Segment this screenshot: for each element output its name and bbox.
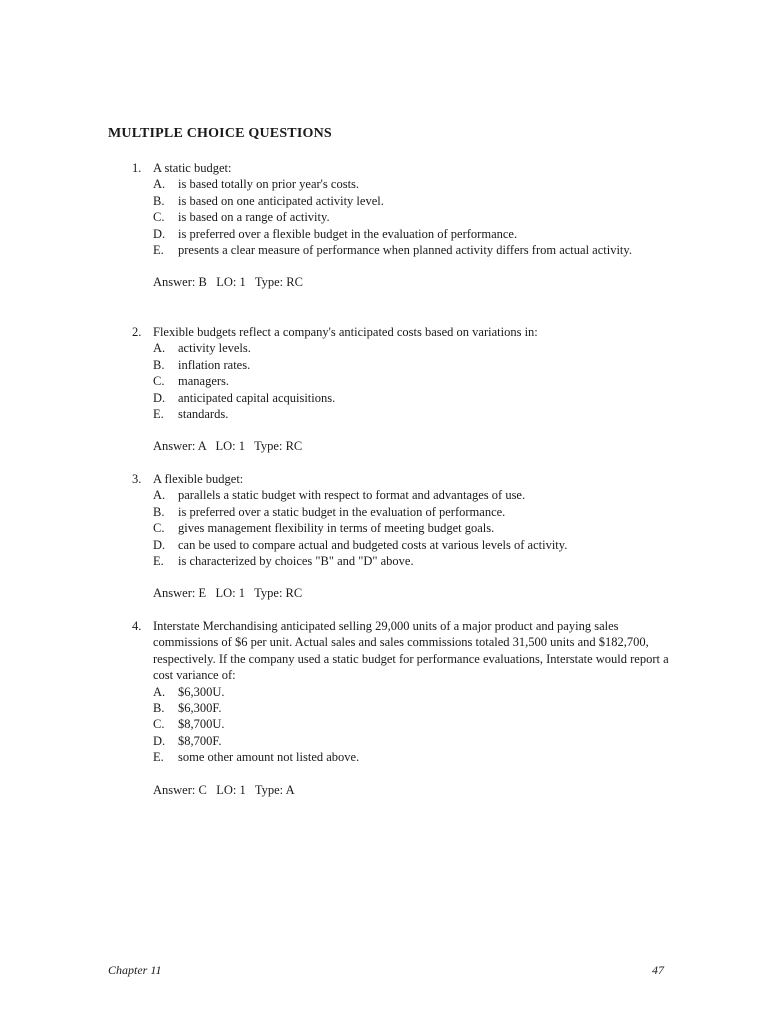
option-text: some other amount not listed above. xyxy=(178,750,360,765)
option-letter: E. xyxy=(153,243,164,258)
option-letter: D. xyxy=(153,537,166,552)
option-c xyxy=(132,209,692,225)
question-4 xyxy=(132,618,692,798)
answer-key: Answer: A LO: 1 Type: RC xyxy=(153,439,303,454)
option-letter: E. xyxy=(153,554,164,569)
option-text: is preferred over a static budget in the evaluation of performance. xyxy=(178,504,506,519)
option-letter: E. xyxy=(153,750,164,765)
question-stem xyxy=(132,160,692,176)
page-title: MULTIPLE CHOICE QUESTIONS xyxy=(108,126,332,141)
option-b xyxy=(132,357,692,373)
option-text: is based on one anticipated activity level. xyxy=(178,193,384,208)
option-text: anticipated capital acquisitions. xyxy=(178,390,336,405)
option-d xyxy=(132,733,692,749)
question-3 xyxy=(132,471,692,602)
option-letter: C. xyxy=(153,521,165,536)
question-number: 4. xyxy=(132,619,142,633)
option-text: $6,300F. xyxy=(178,701,222,716)
question-2 xyxy=(132,324,692,455)
option-text: is based totally on prior year's costs. xyxy=(178,177,360,192)
option-letter: D. xyxy=(153,226,166,241)
option-text: presents a clear measure of performance when planned activity differs from actual activity. xyxy=(178,243,632,258)
option-text: $6,300U. xyxy=(178,684,225,699)
option-text: can be used to compare actual and budgeted costs at various levels of activity. xyxy=(178,537,568,552)
option-e xyxy=(132,749,692,765)
question-stem xyxy=(132,618,692,684)
option-d xyxy=(132,390,692,406)
question-1 xyxy=(132,160,692,291)
question-number: 3. xyxy=(132,472,142,486)
option-c xyxy=(132,520,692,536)
option-letter: B. xyxy=(153,504,165,519)
option-b xyxy=(132,193,692,209)
option-text: managers. xyxy=(178,374,230,389)
option-text: activity levels. xyxy=(178,341,251,356)
option-text: is characterized by choices "B" and "D" above. xyxy=(178,554,414,569)
option-e xyxy=(132,242,692,258)
option-b xyxy=(132,700,692,716)
option-letter: A. xyxy=(153,341,166,356)
option-d xyxy=(132,226,692,242)
option-letter: B. xyxy=(153,701,165,716)
option-a xyxy=(132,487,692,503)
answer-key: Answer: E LO: 1 Type: RC xyxy=(153,586,303,601)
option-a xyxy=(132,684,692,700)
question-number: 2. xyxy=(132,325,142,339)
option-b xyxy=(132,504,692,520)
answer-key: Answer: C LO: 1 Type: A xyxy=(153,782,295,797)
option-e xyxy=(132,406,692,422)
option-text: $8,700F. xyxy=(178,733,222,748)
option-text: standards. xyxy=(178,407,229,422)
question-number: 1. xyxy=(132,161,142,175)
option-letter: A. xyxy=(153,684,166,699)
option-letter: C. xyxy=(153,210,165,225)
option-text: is based on a range of activity. xyxy=(178,210,330,225)
footer-chapter: Chapter 11 xyxy=(108,963,162,977)
option-letter: B. xyxy=(153,193,165,208)
question-text: Flexible budgets reflect a company's anticipated costs based on variations in: xyxy=(153,325,538,339)
option-letter: C. xyxy=(153,374,165,389)
footer-page-number: 47 xyxy=(652,963,664,977)
option-letter: D. xyxy=(153,733,166,748)
option-letter: D. xyxy=(153,390,166,405)
option-letter: C. xyxy=(153,717,165,732)
option-c xyxy=(132,373,692,389)
question-stem xyxy=(132,324,692,340)
question-text: A static budget: xyxy=(153,161,232,175)
option-letter: E. xyxy=(153,407,164,422)
option-text: gives management flexibility in terms of meeting budget goals. xyxy=(178,521,495,536)
option-c xyxy=(132,716,692,732)
option-e xyxy=(132,553,692,569)
option-letter: A. xyxy=(153,177,166,192)
option-letter: A. xyxy=(153,488,166,503)
option-text: inflation rates. xyxy=(178,357,251,372)
option-d xyxy=(132,537,692,553)
answer-key: Answer: B LO: 1 Type: RC xyxy=(153,275,303,290)
option-letter: B. xyxy=(153,357,165,372)
option-text: $8,700U. xyxy=(178,717,225,732)
option-text: is preferred over a flexible budget in the evaluation of performance. xyxy=(178,226,518,241)
option-a xyxy=(132,176,692,192)
question-text: Interstate Merchandising anticipated selling 29,000 units of a major product and paying sales commissions of $6 per unit. Actual sales and sales commissions totaled 31,500 units and $182,700, respectively. If the company used a static budget for performance evaluations, Interstate would report a cost variance of: xyxy=(153,619,669,683)
option-text: parallels a static budget with respect to format and advantages of use. xyxy=(178,488,526,503)
option-a xyxy=(132,340,692,356)
question-stem xyxy=(132,471,692,487)
question-text: A flexible budget: xyxy=(153,472,244,486)
